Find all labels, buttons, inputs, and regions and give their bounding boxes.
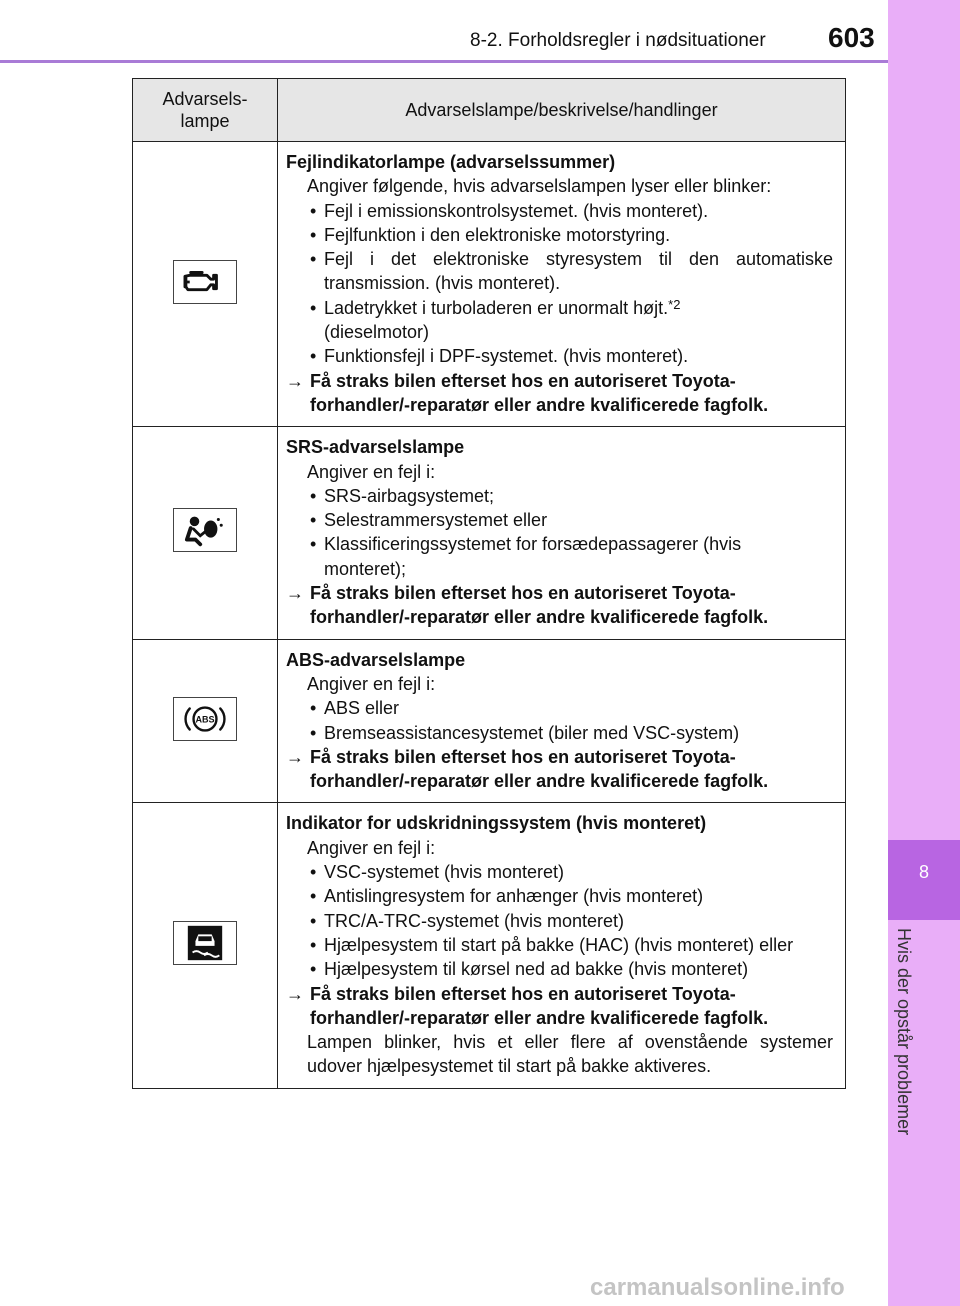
header-description: Advarselslampe/beskrivelse/handlinger bbox=[278, 79, 846, 142]
description-cell bbox=[278, 427, 846, 639]
fault-list bbox=[286, 484, 833, 581]
arrow-icon: → bbox=[286, 983, 304, 1004]
list-item-extra: (dieselmotor) bbox=[324, 322, 430, 343]
list-item: • Funktionsfejl i DPF-systemet. (hvis monteret). bbox=[286, 344, 833, 368]
list-item: • Hjælpesystem til start på bakke (HAC) (hvis monteret) eller bbox=[286, 933, 833, 957]
list-item: • TRC/A-TRC-systemet (hvis monteret) bbox=[286, 909, 833, 933]
list-item: • Fejl i det elektroniske styresystem til den automatiske transmission. (hvis monteret). bbox=[286, 247, 833, 296]
chapter-title: Hvis der opstår problemer bbox=[894, 928, 914, 1136]
lamp-intro: Angiver en fejl i: bbox=[307, 461, 436, 482]
lamp-title: SRS-advarselslampe bbox=[286, 437, 465, 458]
description-cell bbox=[278, 142, 846, 427]
srs-airbag-icon bbox=[173, 508, 237, 552]
header-divider bbox=[0, 60, 888, 63]
arrow-icon: → bbox=[286, 583, 304, 604]
skid-indicator-icon bbox=[173, 921, 237, 965]
table-row bbox=[133, 142, 846, 427]
list-item: • Antislingresystem for anhænger (hvis monteret) bbox=[286, 884, 833, 908]
list-item: • Hjælpesystem til kørsel ned ad bakke (hvis monteret) bbox=[286, 957, 833, 981]
footnote-ref: *2 bbox=[668, 296, 681, 312]
header-lamp: Advarsels- lampe bbox=[133, 79, 278, 142]
page-number: 603 bbox=[828, 22, 875, 53]
list-item-text: Ladetrykket i turboladeren er unormalt højt. bbox=[324, 297, 669, 318]
lamp-intro: Angiver en fejl i: bbox=[307, 837, 436, 858]
list-item: • ABS eller bbox=[286, 696, 833, 720]
table-row bbox=[133, 427, 846, 639]
fault-list bbox=[286, 696, 833, 745]
list-item: • Klassificeringssystemet for forsædepassagerer (hvis monteret); bbox=[286, 532, 833, 581]
section-title: 8-2. Forholdsregler i nødsituationer bbox=[470, 30, 766, 51]
abs-icon-label: ABS bbox=[195, 713, 215, 724]
arrow-icon: → bbox=[286, 370, 304, 391]
chapter-number: 8 bbox=[918, 862, 929, 882]
warning-lamp-table bbox=[132, 78, 846, 1089]
check-engine-icon bbox=[173, 260, 237, 304]
lamp-note: Lampen blinker, hvis et eller flere af ovenstående systemer udover hjælpesystemet til start på bakke aktiveres. bbox=[307, 1032, 833, 1077]
list-item bbox=[286, 296, 833, 345]
lamp-title: ABS-advarselslampe bbox=[286, 649, 466, 670]
table-row bbox=[133, 803, 846, 1088]
list-item: • Fejl i emissionskontrolsystemet. (hvis monteret). bbox=[286, 199, 833, 223]
description-cell bbox=[278, 803, 846, 1088]
lamp-cell bbox=[133, 427, 278, 639]
fault-list bbox=[286, 860, 833, 981]
fault-list bbox=[286, 199, 833, 369]
list-item: • Selestrammersystemet eller bbox=[286, 508, 833, 532]
description-cell bbox=[278, 639, 846, 803]
lamp-intro: Angiver en fejl i: bbox=[307, 673, 436, 694]
arrow-icon: → bbox=[286, 746, 304, 767]
list-item: • VSC-systemet (hvis monteret) bbox=[286, 860, 833, 884]
list-item: • SRS-airbagsystemet; bbox=[286, 484, 833, 508]
action-text: → Få straks bilen efterset hos en autoriseret Toyota-forhandler/-reparatør eller andre kvalificerede fagfolk. bbox=[286, 746, 769, 792]
list-item: • Bremseassistancesystemet (biler med VSC-system) bbox=[286, 721, 833, 745]
lamp-intro: Angiver følgende, hvis advarselslampen lyser eller blinker: bbox=[307, 176, 772, 197]
action-text: → Få straks bilen efterset hos en autoriseret Toyota-forhandler/-reparatør eller andre kvalificerede fagfolk. bbox=[286, 370, 769, 415]
lamp-title: Fejlindikatorlampe (advarselssummer) bbox=[286, 152, 616, 172]
table-row bbox=[133, 639, 846, 803]
abs-warning-icon bbox=[173, 697, 237, 741]
lamp-cell bbox=[133, 803, 278, 1088]
action-text: → Få straks bilen efterset hos en autoriseret Toyota-forhandler/-reparatør eller andre kvalificerede fagfolk. bbox=[286, 983, 769, 1028]
lamp-title: Indikator for udskridningssystem (hvis monteret) bbox=[286, 813, 707, 834]
lamp-cell bbox=[133, 639, 278, 803]
list-item: • Fejlfunktion i den elektroniske motorstyring. bbox=[286, 223, 833, 247]
action-text: → Få straks bilen efterset hos en autoriseret Toyota-forhandler/-reparatør eller andre kvalificerede fagfolk. bbox=[286, 583, 769, 628]
lamp-cell bbox=[133, 142, 278, 427]
footer-watermark: carmanualsonline.info bbox=[590, 1274, 845, 1301]
table-header-row bbox=[133, 79, 846, 142]
